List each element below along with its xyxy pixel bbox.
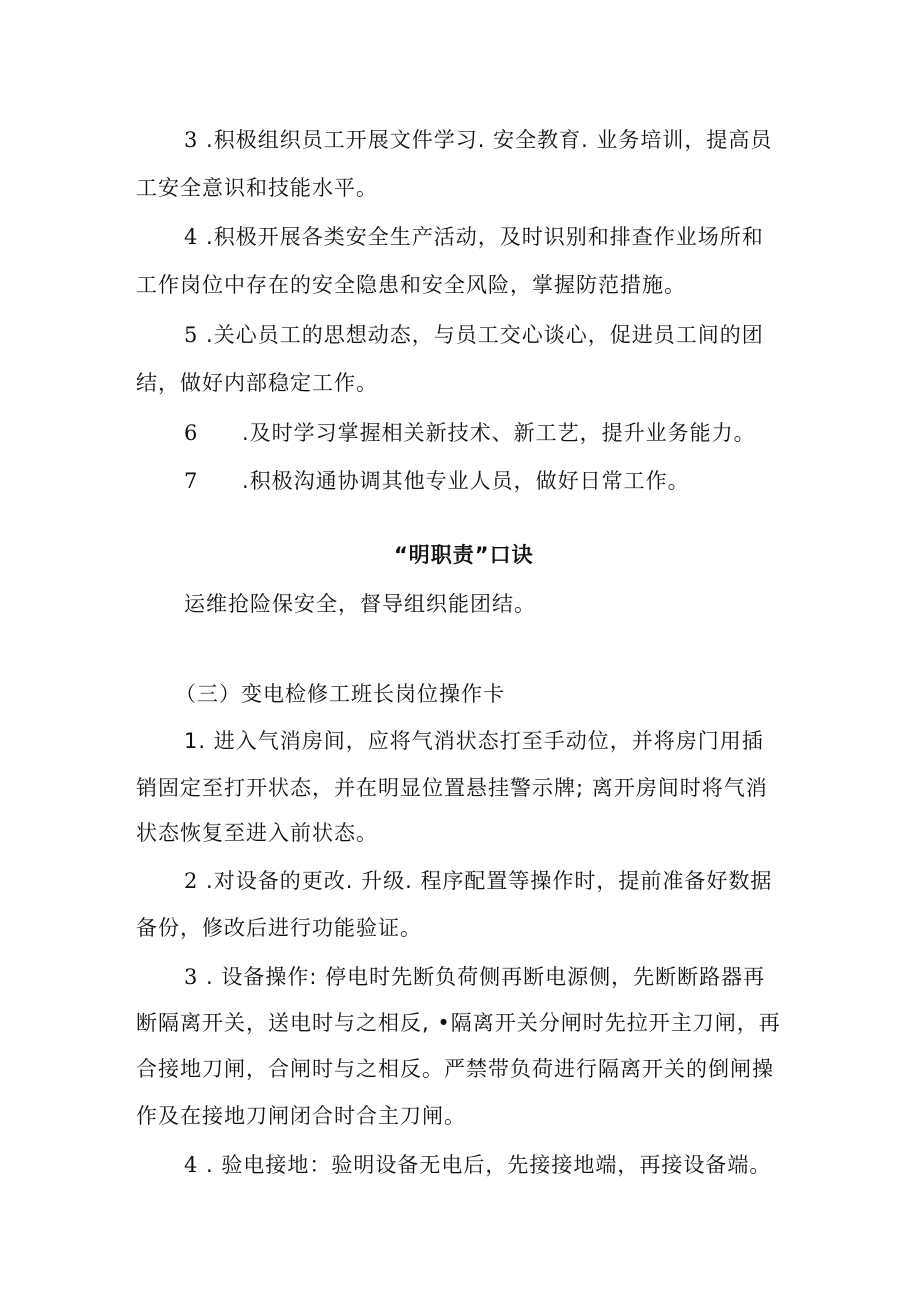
op-item-3-line-2: 断隔离开关，送电时与之相反, •隔离开关分闸时先拉开主刀闸，再 bbox=[136, 1011, 781, 1035]
item-text: .积极开展各类安全生产活动，及时识别和排查作业场所和 bbox=[198, 225, 764, 249]
item-text: .及时学习掌握相关新技术、新工艺，提升业务能力。 bbox=[242, 421, 756, 445]
item-text: .积极组织员工开展文件学习. 安全教育. 业务培训，提高员 bbox=[198, 128, 773, 152]
item-4-line-1 bbox=[184, 222, 764, 252]
item-4-line-2: 工作岗位中存在的安全隐患和安全风险，掌握防范措施。 bbox=[136, 273, 686, 297]
op-item-3-line-3: 合接地刀闸，合闸时与之相反。严禁带负荷进行隔离开关的倒闸操 bbox=[136, 1057, 774, 1081]
item-text: .积极沟通协调其他专业人员，做好日常工作。 bbox=[242, 469, 690, 493]
item-number: 7 bbox=[184, 469, 199, 493]
item-3-line-2: 工安全意识和技能水平。 bbox=[136, 176, 378, 200]
item-number: 5 bbox=[184, 323, 199, 347]
item-5-line-1 bbox=[184, 320, 764, 350]
op-item-3-line-1 bbox=[184, 962, 765, 992]
item-text: . 验电接地：验明设备无电后，先接接地端，再接设备端。 bbox=[198, 1153, 772, 1177]
item-text: .对设备的更改. 升级. 程序配置等操作时，提前准备好数据 bbox=[198, 869, 773, 893]
item-text: . 设备操作: 停电时先断负荷侧再断电源侧，先断断路器再 bbox=[198, 965, 766, 989]
item-number: 4 bbox=[184, 1153, 199, 1177]
item-number: 3 bbox=[184, 965, 199, 989]
section-heading: （三）变电检修工班长岗位操作卡 bbox=[175, 682, 505, 706]
item-number: 3 bbox=[184, 128, 199, 152]
item-7 bbox=[184, 466, 690, 496]
op-item-1-line-1: 1. 进入气消房间，应将气消状态打至手动位，并将房门用插 bbox=[184, 729, 764, 753]
item-6 bbox=[184, 418, 756, 448]
mnemonic-title: “明职责”口诀 bbox=[394, 543, 534, 567]
op-item-2-line-2: 备份，修改后进行功能验证。 bbox=[136, 916, 422, 940]
item-number: 6 bbox=[184, 421, 199, 445]
op-item-3-line-4: 作及在接地刀闸闭合时合主刀闸。 bbox=[136, 1104, 466, 1128]
item-5-line-2: 结，做好内部稳定工作。 bbox=[136, 371, 378, 395]
item-text: .关心员工的思想动态，与员工交心谈心，促进员工间的团 bbox=[198, 323, 764, 347]
op-item-4-line-1 bbox=[184, 1150, 771, 1180]
op-item-1-line-3: 状态恢复至进入前状态。 bbox=[136, 821, 378, 845]
item-number: 2 bbox=[184, 869, 199, 893]
mnemonic-text: 运维抢险保安全，督导组织能团结。 bbox=[184, 592, 536, 616]
item-number: 4 bbox=[184, 225, 199, 249]
op-item-2-line-1 bbox=[184, 866, 772, 896]
item-3-line-1 bbox=[184, 125, 772, 155]
op-item-1-line-2: 销固定至打开状态，并在明显位置悬挂警示牌; 离开房间时将气消 bbox=[136, 776, 768, 800]
